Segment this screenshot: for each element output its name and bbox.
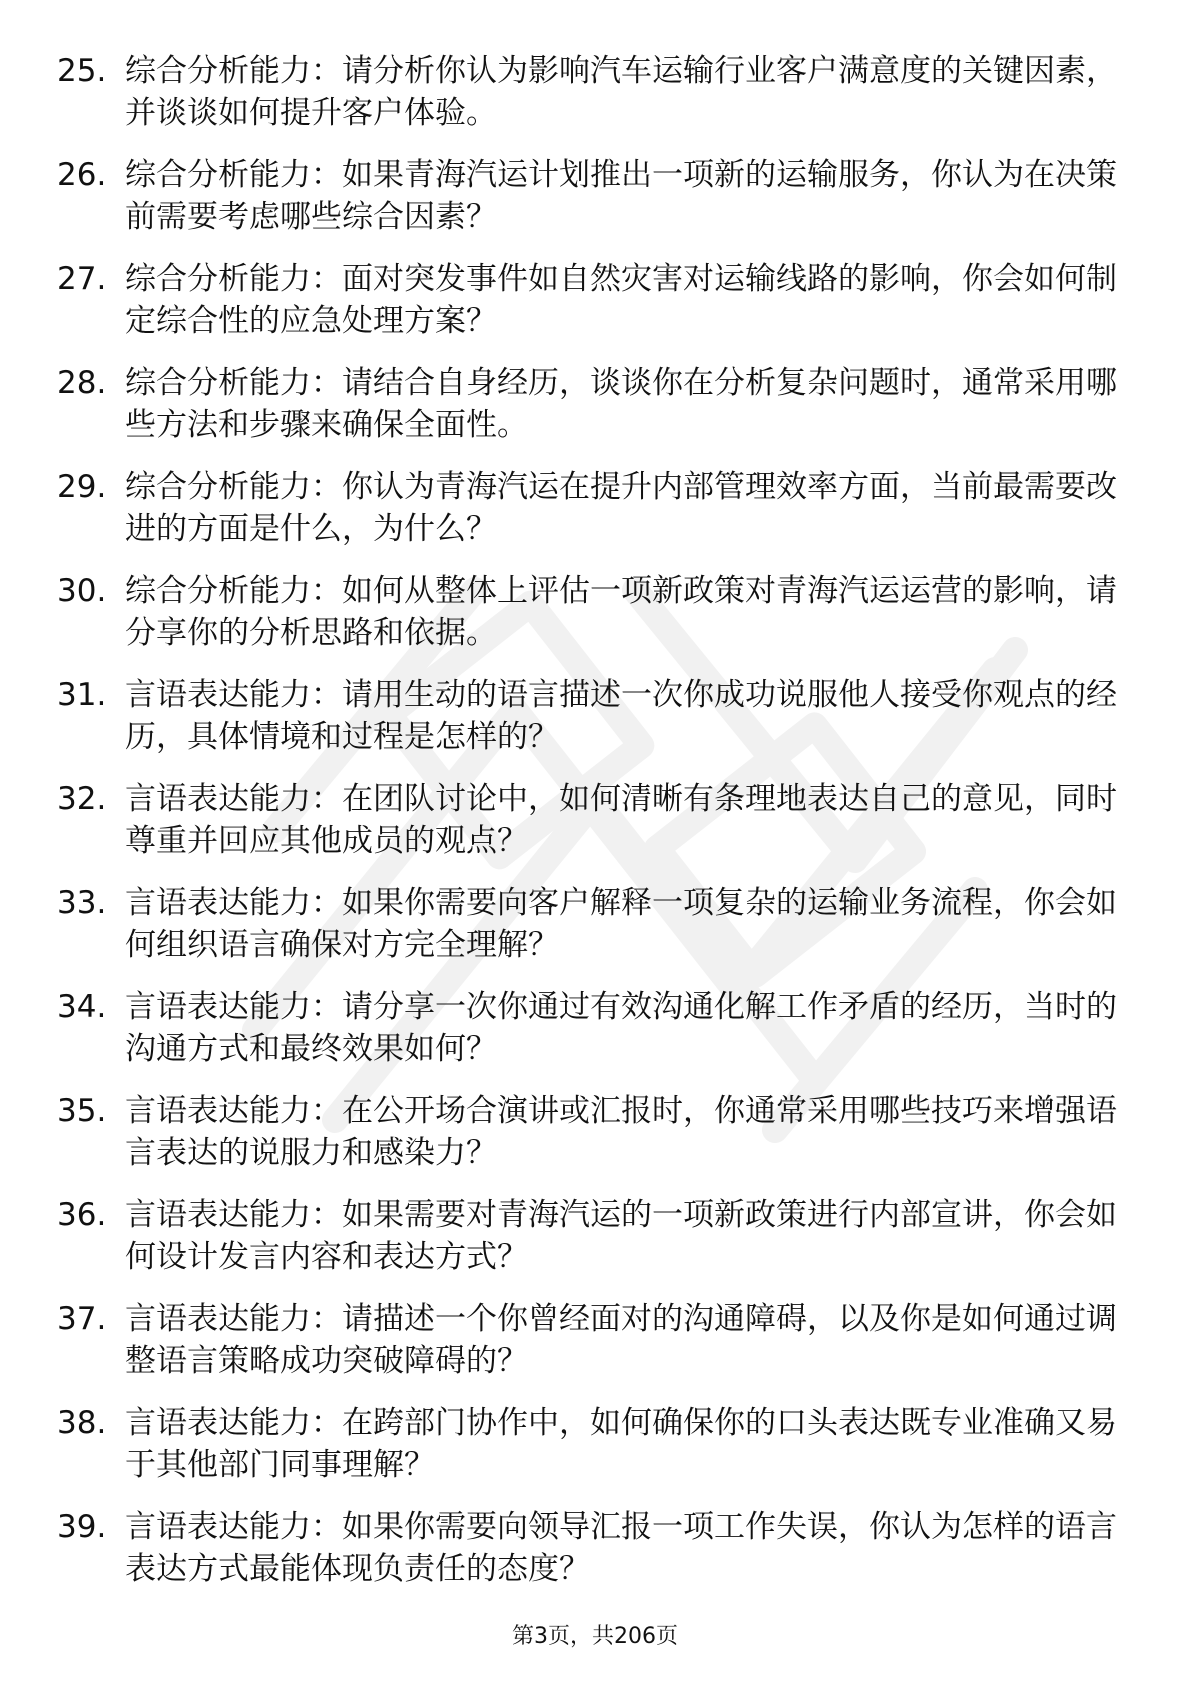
question-number: 26. xyxy=(57,157,107,193)
question-number: 28. xyxy=(57,365,107,401)
question-text: 综合分析能力：你认为青海汽运在提升内部管理效率方面，当前最需要改进的方面是什么，为什么？ xyxy=(125,469,1117,547)
question-item xyxy=(57,882,1137,986)
question-number: 27. xyxy=(57,261,107,297)
question-text: 言语表达能力：如果你需要向客户解释一项复杂的运输业务流程，你会如何组织语言确保对方完全理解？ xyxy=(125,885,1117,963)
question-text: 综合分析能力：请分析你认为影响汽车运输行业客户满意度的关键因素，并谈谈如何提升客户体验。 xyxy=(125,53,1117,131)
question-text: 综合分析能力：面对突发事件如自然灾害对运输线路的影响，你会如何制定综合性的应急处理方案？ xyxy=(125,261,1117,339)
question-number: 33. xyxy=(57,885,107,921)
question-text: 言语表达能力：在公开场合演讲或汇报时，你通常采用哪些技巧来增强语言表达的说服力和感染力？ xyxy=(125,1093,1117,1171)
question-item xyxy=(57,362,1137,466)
question-number: 39. xyxy=(57,1509,107,1545)
question-item xyxy=(57,986,1137,1090)
question-text: 言语表达能力：请用生动的语言描述一次你成功说服他人接受你观点的经历，具体情境和过程是怎样的？ xyxy=(125,677,1117,755)
question-text: 言语表达能力：如果你需要向领导汇报一项工作失误，你认为怎样的语言表达方式最能体现负责任的态度？ xyxy=(125,1509,1117,1587)
question-text: 综合分析能力：请结合自身经历，谈谈你在分析复杂问题时，通常采用哪些方法和步骤来确保全面性。 xyxy=(125,365,1117,443)
question-item xyxy=(57,1090,1137,1194)
page-indicator: 第3页，共206页 xyxy=(512,1624,678,1649)
question-text: 言语表达能力：在跨部门协作中，如何确保你的口头表达既专业准确又易于其他部门同事理解？ xyxy=(125,1405,1117,1483)
question-item xyxy=(57,154,1137,258)
question-number: 37. xyxy=(57,1301,107,1337)
question-text: 综合分析能力：如果青海汽运计划推出一项新的运输服务，你认为在决策前需要考虑哪些综合因素？ xyxy=(125,157,1117,235)
question-list xyxy=(57,50,1137,1610)
page-footer xyxy=(0,1622,1190,1652)
question-text: 言语表达能力：如果需要对青海汽运的一项新政策进行内部宣讲，你会如何设计发言内容和表达方式？ xyxy=(125,1197,1117,1275)
question-number: 38. xyxy=(57,1405,107,1441)
question-text: 言语表达能力：在团队讨论中，如何清晰有条理地表达自己的意见，同时尊重并回应其他成员的观点？ xyxy=(125,781,1117,859)
question-text: 综合分析能力：如何从整体上评估一项新政策对青海汽运运营的影响，请分享你的分析思路和依据。 xyxy=(125,573,1117,651)
question-item xyxy=(57,1506,1137,1610)
question-item xyxy=(57,258,1137,362)
question-number: 36. xyxy=(57,1197,107,1233)
question-item xyxy=(57,1194,1137,1298)
question-item xyxy=(57,570,1137,674)
question-item xyxy=(57,1402,1137,1506)
question-text: 言语表达能力：请分享一次你通过有效沟通化解工作矛盾的经历，当时的沟通方式和最终效果如何？ xyxy=(125,989,1117,1067)
question-number: 32. xyxy=(57,781,107,817)
question-number: 30. xyxy=(57,573,107,609)
question-item xyxy=(57,778,1137,882)
question-item xyxy=(57,674,1137,778)
question-item xyxy=(57,1298,1137,1402)
question-number: 35. xyxy=(57,1093,107,1129)
question-number: 25. xyxy=(57,53,107,89)
question-item xyxy=(57,466,1137,570)
question-number: 31. xyxy=(57,677,107,713)
question-text: 言语表达能力：请描述一个你曾经面对的沟通障碍，以及你是如何通过调整语言策略成功突破障碍的？ xyxy=(125,1301,1117,1379)
question-item xyxy=(57,50,1137,154)
question-number: 29. xyxy=(57,469,107,505)
question-number: 34. xyxy=(57,989,107,1025)
